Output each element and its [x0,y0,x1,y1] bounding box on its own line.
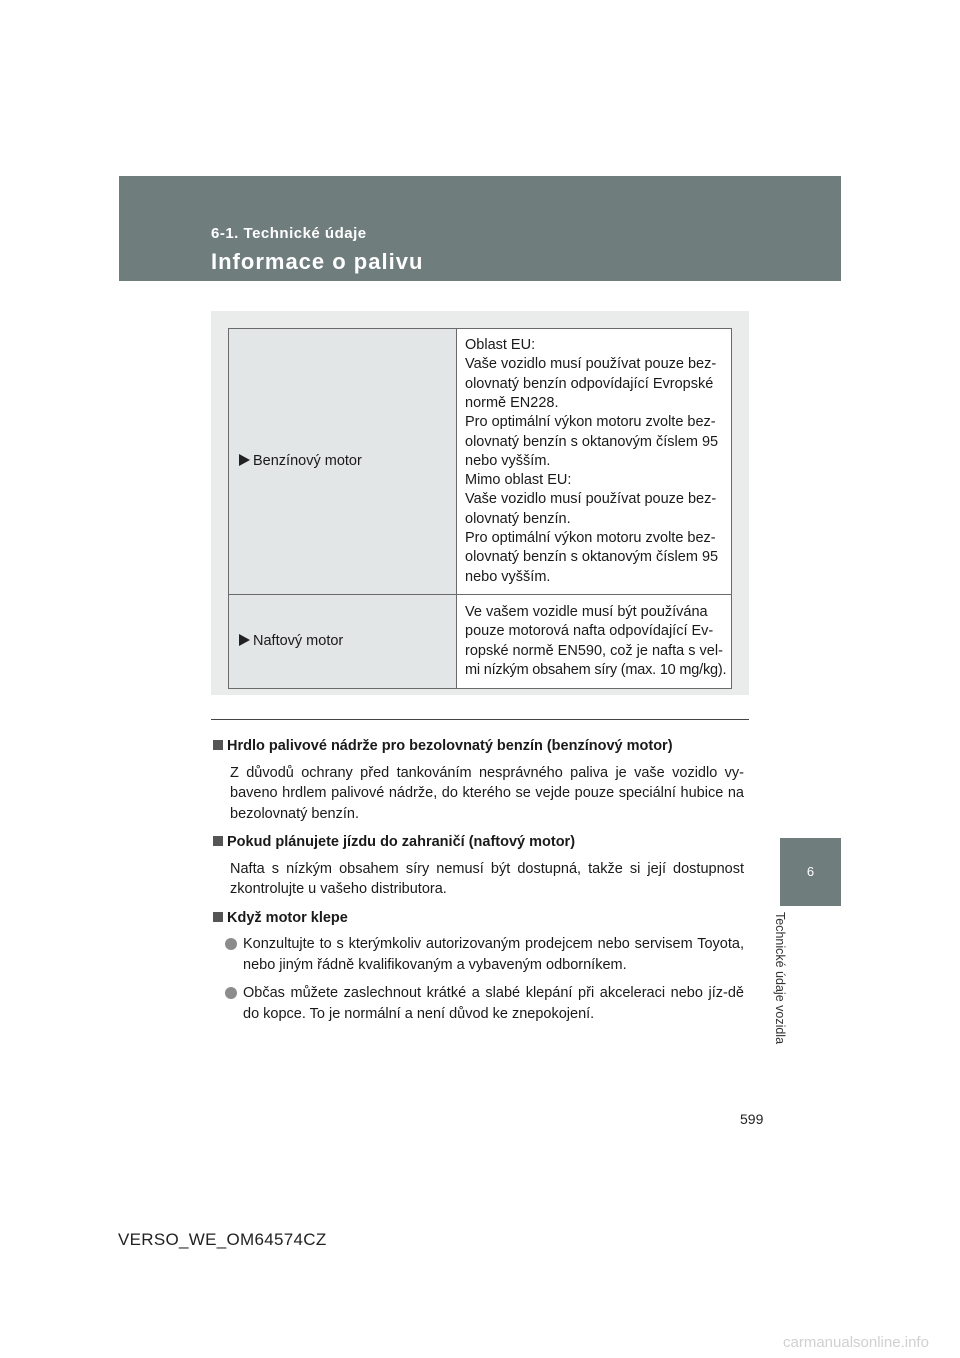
text-line: Ve vašem vozidle musí být používána [465,603,708,620]
note-heading-text: Pokud plánujete jízdu do zahraničí (naftový motor) [227,834,576,850]
fuel-requirement-cell [457,595,732,689]
section-label: 6-1. Technické údaje [211,225,367,242]
table-row [229,595,732,689]
text-line: normě EN228. [465,394,559,411]
chapter-tab [780,838,841,906]
note-heading-text: Hrdlo palivové nádrže pro bezolovnatý benzín (benzínový motor) [227,738,673,754]
note-body: Nafta s nízkým obsahem síry nemusí být dostupná, takže si její dostupnost zkontrolujte u vašeho distributora. [230,860,744,897]
text-line: mi nízkým obsahem síry (max. 10 mg/kg). [465,661,727,678]
list-item [213,983,744,1024]
text-line: olovnatý benzín odpovídající Evropské [465,375,714,392]
chapter-side-label [773,912,807,1072]
square-bullet-icon [213,740,223,750]
text-line: Oblast EU: [465,337,536,354]
fuel-info-panel [211,311,749,695]
circle-bullet-icon [225,987,237,999]
circle-bullet-icon [225,938,237,950]
square-bullet-icon [213,912,223,922]
chapter-header [119,176,841,281]
triangle-marker-icon [239,454,250,466]
text-line: Pro optimální výkon motoru zvolte bez- [465,414,716,431]
fuel-type-label: Benzínový motor [253,452,362,469]
square-bullet-icon [213,836,223,846]
note-heading-text: Když motor klepe [227,909,348,926]
table-row [229,329,732,595]
text-line: Vaše vozidlo musí používat pouze bez- [465,491,717,508]
chapter-label: Technické údaje vozidla [773,912,787,1045]
text-line: Pro optimální výkon motoru zvolte bez- [465,530,716,547]
list-item [213,934,744,975]
text-line: olovnatý benzín s oktanovým číslem 95 [465,549,719,566]
note-heading [213,832,744,853]
list-item-text: Občas můžete zaslechnout krátké a slabé klepání při akceleraci nebo jíz-dě do kopce. To je normální a není důvod ke znepokojení. [243,985,744,1022]
page-number: 599 [740,1111,764,1127]
fuel-type-cell [229,329,457,595]
watermark: carmanualsonline.info [783,1334,929,1351]
fuel-type-cell [229,595,457,689]
fuel-table [228,328,732,689]
text-line: nebo vyšším. [465,568,551,585]
text-line: pouze motorová nafta odpovídající Ev- [465,623,714,640]
section-divider [211,719,749,720]
text-line: Vaše vozidlo musí používat pouze bez- [465,356,717,373]
notes-section [213,736,744,1032]
note-body: Z důvodů ochrany před tankováním nesprávného paliva je vaše vozidlo vy-baveno hrdlem palivové nádrže, do kterého se vejde pouze speciální hubice na bezolovnatý benzín. [230,764,744,822]
text-line: olovnatý benzín. [465,510,571,527]
note-heading [213,736,744,757]
fuel-requirement-cell [457,329,732,595]
document-code: VERSO_WE_OM64574CZ [118,1230,327,1249]
chapter-number: 6 [806,864,815,879]
text-line: olovnatý benzín s oktanovým číslem 95 [465,433,719,450]
note-heading [213,908,744,929]
text-line: ropské normě EN590, což je nafta s vel- [465,642,723,659]
page-title: Informace o palivu [211,249,424,274]
text-line: Mimo oblast EU: [465,472,572,489]
text-line: nebo vyšším. [465,452,551,469]
list-item-text: Konzultujte to s kterýmkoliv autorizovaným prodejcem nebo servisem Toyota, nebo jiným řádně kvalifikovaným a vybaveným odborníkem. [243,936,744,973]
triangle-marker-icon [239,634,250,646]
fuel-type-label: Naftový motor [253,632,344,649]
